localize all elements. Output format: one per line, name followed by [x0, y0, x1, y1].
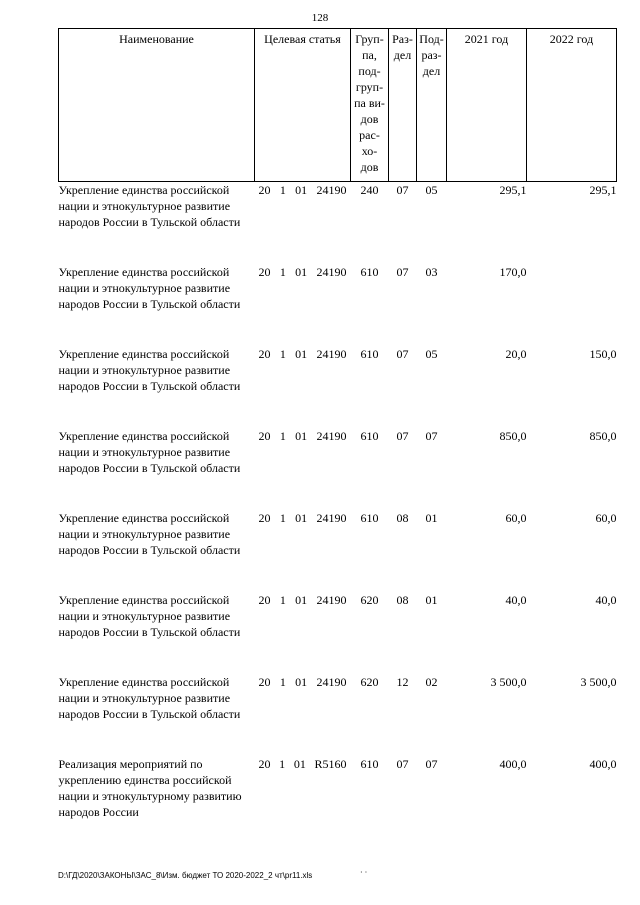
- header-name: Наименование: [59, 29, 255, 182]
- target-part: 1: [279, 265, 286, 279]
- table-header-row: [59, 29, 617, 182]
- target-part: 20: [258, 675, 271, 689]
- table-row: [59, 674, 617, 756]
- row-group: 620: [360, 675, 379, 689]
- row-subsection: 07: [425, 757, 438, 771]
- row-target: [255, 264, 351, 346]
- row-subsection: 07: [425, 429, 438, 443]
- row-2022: 150,0: [589, 347, 617, 361]
- row-2021: 170,0: [499, 265, 527, 279]
- row-target: [255, 674, 351, 756]
- row-2021: 400,0: [499, 757, 527, 771]
- row-2022: 400,0: [589, 757, 617, 771]
- row-group: 610: [360, 429, 379, 443]
- target-part: 24190: [316, 593, 347, 607]
- target-part: 20: [258, 593, 271, 607]
- table-row: [59, 756, 617, 838]
- row-target: [255, 510, 351, 592]
- row-2022: 40,0: [595, 593, 617, 607]
- target-part: 24190: [316, 265, 347, 279]
- target-part: 24190: [316, 675, 347, 689]
- target-part: 1: [279, 429, 286, 443]
- target-part: 01: [295, 347, 308, 361]
- row-name: Укрепление единства российской нации и этнокультурное развитие народов России в Тульской области: [58, 183, 241, 229]
- target-part: 24190: [316, 511, 347, 525]
- row-name: Укрепление единства российской нации и этнокультурное развитие народов России в Тульской области: [58, 511, 241, 557]
- row-section: 07: [396, 757, 409, 771]
- row-name: Укрепление единства российской нации и этнокультурное развитие народов России в Тульской области: [58, 347, 241, 393]
- row-2021: 20,0: [505, 347, 527, 361]
- row-2021: 60,0: [505, 511, 527, 525]
- row-target: [255, 182, 351, 265]
- row-2022: [527, 264, 617, 346]
- target-part: 01: [293, 757, 306, 771]
- target-part: 24190: [316, 183, 347, 197]
- row-section: 12: [396, 675, 409, 689]
- target-part: 1: [279, 183, 286, 197]
- target-part: 01: [295, 675, 308, 689]
- target-part: 01: [295, 511, 308, 525]
- row-section: 08: [396, 593, 409, 607]
- table-row: [59, 592, 617, 674]
- row-group: 620: [360, 593, 379, 607]
- row-name: Укрепление единства российской нации и этнокультурное развитие народов России в Тульской области: [58, 429, 241, 475]
- row-name: Реализация мероприятий по укреплению единства российской нации и этнокультурному развитию народов России: [58, 757, 242, 819]
- row-group: 610: [360, 511, 379, 525]
- header-2022: 2022 год: [527, 29, 617, 182]
- file-path-footer: D:\ГД\2020\ЗАКОНЫ\ЗАС_8\Изм. бюджет ТО 2020-2022_2 чт\pr11.xls: [58, 871, 313, 880]
- scan-marks: · ·: [360, 868, 368, 877]
- row-target: [255, 428, 351, 510]
- row-2021: 850,0: [499, 429, 527, 443]
- target-part: 20: [258, 757, 271, 771]
- row-target: [255, 592, 351, 674]
- table-row: [59, 346, 617, 428]
- row-2022: 295,1: [589, 183, 617, 197]
- target-part: 20: [258, 265, 271, 279]
- row-target: [255, 756, 351, 838]
- row-group: 240: [360, 183, 379, 197]
- table-row: [59, 264, 617, 346]
- target-part: 1: [279, 347, 286, 361]
- target-part: 20: [258, 183, 271, 197]
- row-section: 08: [396, 511, 409, 525]
- row-2021: 3 500,0: [490, 675, 527, 689]
- row-group: 610: [360, 757, 379, 771]
- row-2022: 3 500,0: [580, 675, 617, 689]
- row-section: 07: [396, 183, 409, 197]
- table-row: [59, 428, 617, 510]
- row-subsection: 01: [425, 511, 438, 525]
- header-subsection: Под- раз- дел: [417, 29, 447, 182]
- budget-table: [58, 28, 617, 838]
- target-part: 1: [279, 675, 286, 689]
- target-part: 20: [258, 511, 271, 525]
- row-group: 610: [360, 265, 379, 279]
- row-name: Укрепление единства российской нации и этнокультурное развитие народов России в Тульской области: [58, 593, 241, 639]
- row-2022: 60,0: [595, 511, 617, 525]
- target-part: 1: [279, 593, 286, 607]
- row-subsection: 05: [425, 347, 438, 361]
- target-part: 01: [295, 265, 308, 279]
- row-subsection: 03: [425, 265, 438, 279]
- target-part: 01: [295, 183, 308, 197]
- target-part: 24190: [316, 429, 347, 443]
- header-section: Раз- дел: [389, 29, 417, 182]
- target-part: 20: [258, 347, 271, 361]
- target-part: 1: [279, 511, 286, 525]
- target-part: 20: [258, 429, 271, 443]
- target-part: 24190: [316, 347, 347, 361]
- row-subsection: 05: [425, 183, 438, 197]
- row-name: Укрепление единства российской нации и этнокультурное развитие народов России в Тульской области: [58, 265, 241, 311]
- header-target: Целевая статья: [255, 29, 351, 182]
- row-subsection: 01: [425, 593, 438, 607]
- table-row: [59, 182, 617, 265]
- row-subsection: 02: [425, 675, 438, 689]
- row-section: 07: [396, 429, 409, 443]
- header-2021: 2021 год: [447, 29, 527, 182]
- target-part: 01: [295, 593, 308, 607]
- row-name: Укрепление единства российской нации и этнокультурное развитие народов России в Тульской области: [58, 675, 241, 721]
- table-row: [59, 510, 617, 592]
- page-number: 128: [311, 12, 329, 24]
- row-section: 07: [396, 265, 409, 279]
- target-part: 01: [295, 429, 308, 443]
- row-target: [255, 346, 351, 428]
- target-part: R5160: [314, 757, 347, 771]
- row-2022: 850,0: [589, 429, 617, 443]
- row-2021: 295,1: [499, 183, 527, 197]
- row-section: 07: [396, 347, 409, 361]
- row-group: 610: [360, 347, 379, 361]
- target-part: 1: [279, 757, 286, 771]
- table-body: [59, 182, 617, 839]
- row-2021: 40,0: [505, 593, 527, 607]
- header-group: Груп- па, под- груп- па ви- дов рас- хо- дов: [351, 29, 389, 182]
